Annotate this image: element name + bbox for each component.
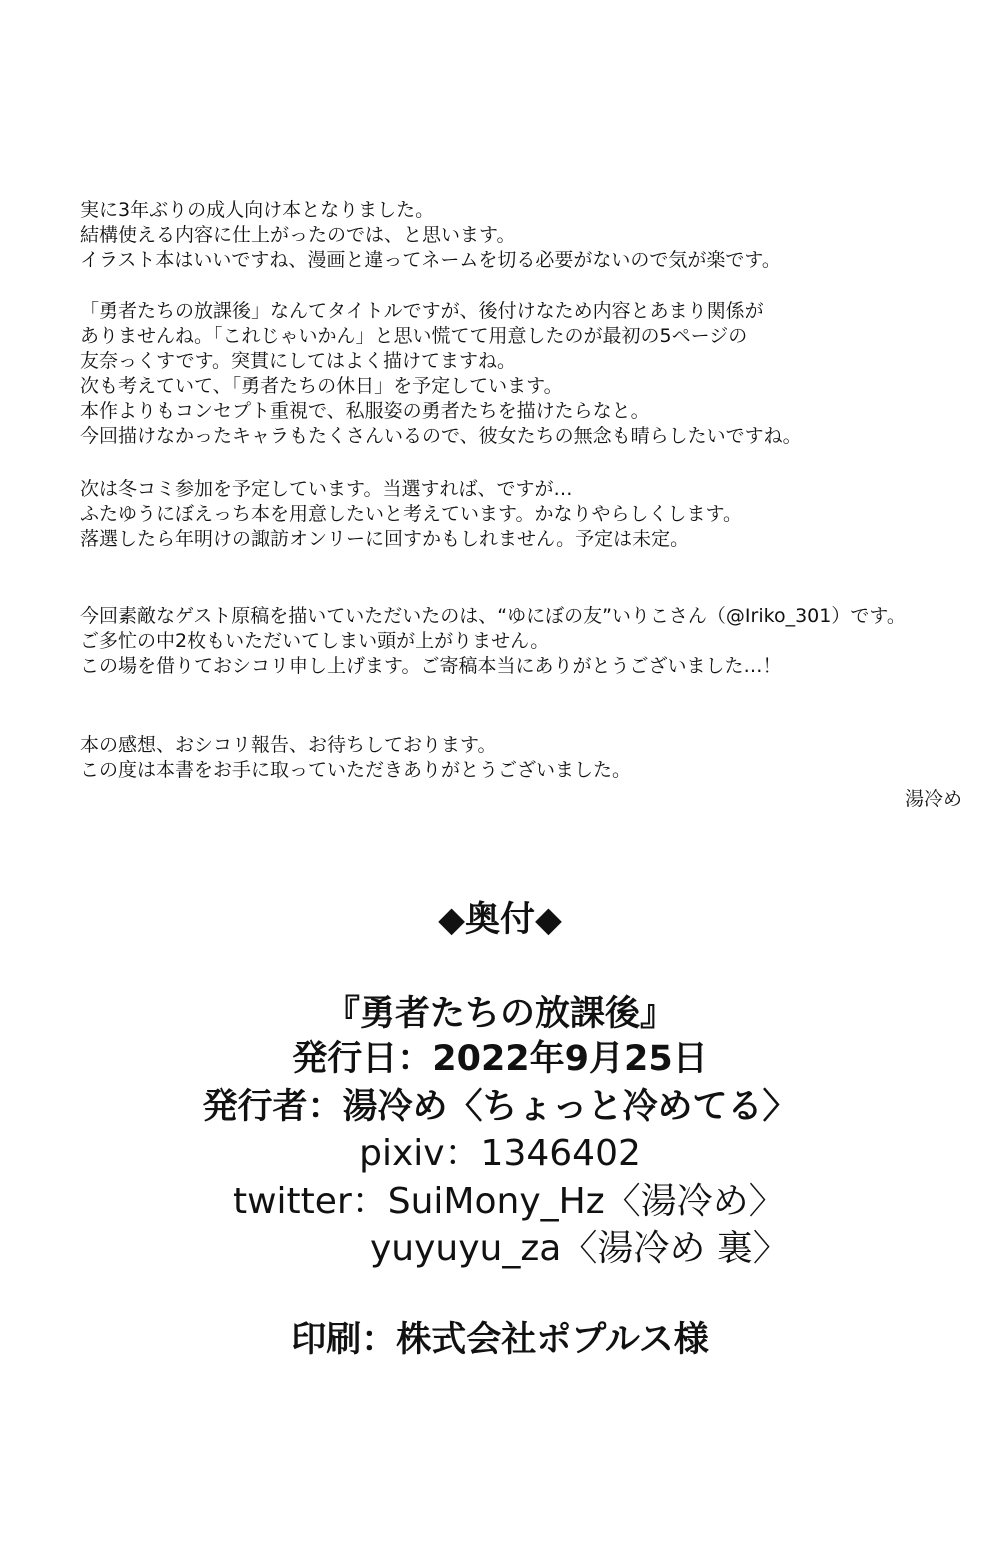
printer: 印刷：株式会社ポプルス様 xyxy=(291,1320,709,1360)
afterword-line: この場を借りておシコリ申し上げます。ご寄稿本当にありがとうございました…！ xyxy=(80,655,782,677)
author-signature: 湯冷め xyxy=(904,788,962,810)
afterword-line: 本の感想、おシコリ報告、お待ちしております。 xyxy=(80,734,497,756)
afterword-line: この度は本書をお手に取っていただきありがとうございました。 xyxy=(80,759,632,781)
afterword-line: イラスト本はいいですね、漫画と違ってネームを切る必要がないので気が楽です。 xyxy=(80,249,781,271)
publication-date: 発行日：2022年9月25日 xyxy=(292,1039,708,1079)
pixiv-id: pixiv：1346402 xyxy=(359,1133,641,1174)
afterword-line: 実に3年ぶりの成人向け本となりました。 xyxy=(80,199,435,221)
afterword-line: 次も考えていて、「勇者たちの休日」を予定しています。 xyxy=(80,375,563,397)
afterword-line: ご多忙の中2枚もいただいてしまい頭が上がりません。 xyxy=(80,630,550,652)
afterword-line: 落選したら年明けの諏訪オンリーに回すかもしれません。予定は未定。 xyxy=(80,528,690,550)
afterword-line: 結構使える内容に仕上がったのでは、と思います。 xyxy=(80,224,516,246)
afterword-line: 次は冬コミ参加を予定しています。当選すれば、ですが… xyxy=(80,478,573,500)
afterword-line: 友奈っくすです。突貫にしてはよく描けてますね。 xyxy=(80,350,517,372)
afterword-line: 本作よりもコンセプト重視で、私服姿の勇者たちを描けたらなと。 xyxy=(80,400,650,422)
book-title: 『勇者たちの放課後』 xyxy=(324,994,675,1034)
afterword-line: 今回描けなかったキャラもたくさんいるので、彼女たちの無念も晴らしたいですね。 xyxy=(80,425,802,447)
twitter-account-main: twitter：SuiMony_Hz〈湯冷め〉 xyxy=(233,1181,785,1222)
afterword-line: ありませんね。「これじゃいかん」と思い慌てて用意したのが最初の5ページの xyxy=(80,325,748,347)
afterword-line: 「勇者たちの放課後」なんてタイトルですが、後付けなため内容とあまり関係が xyxy=(80,300,764,322)
colophon-heading: ◆奥付◆ xyxy=(438,900,562,940)
afterword-line: ふたゆうにぼえっち本を用意したいと考えています。かなりやらしくします。 xyxy=(80,503,742,525)
afterword-line: 今回素敵なゲスト原稿を描いていただいたのは、“ゆにぼの友”いりこさん（@Iriko_301）です。 xyxy=(80,605,906,627)
twitter-account-sub: yuyuyu_za〈湯冷め 裏〉 xyxy=(370,1228,789,1269)
publisher: 発行者：湯冷め〈ちょっと冷めてる〉 xyxy=(202,1087,798,1127)
